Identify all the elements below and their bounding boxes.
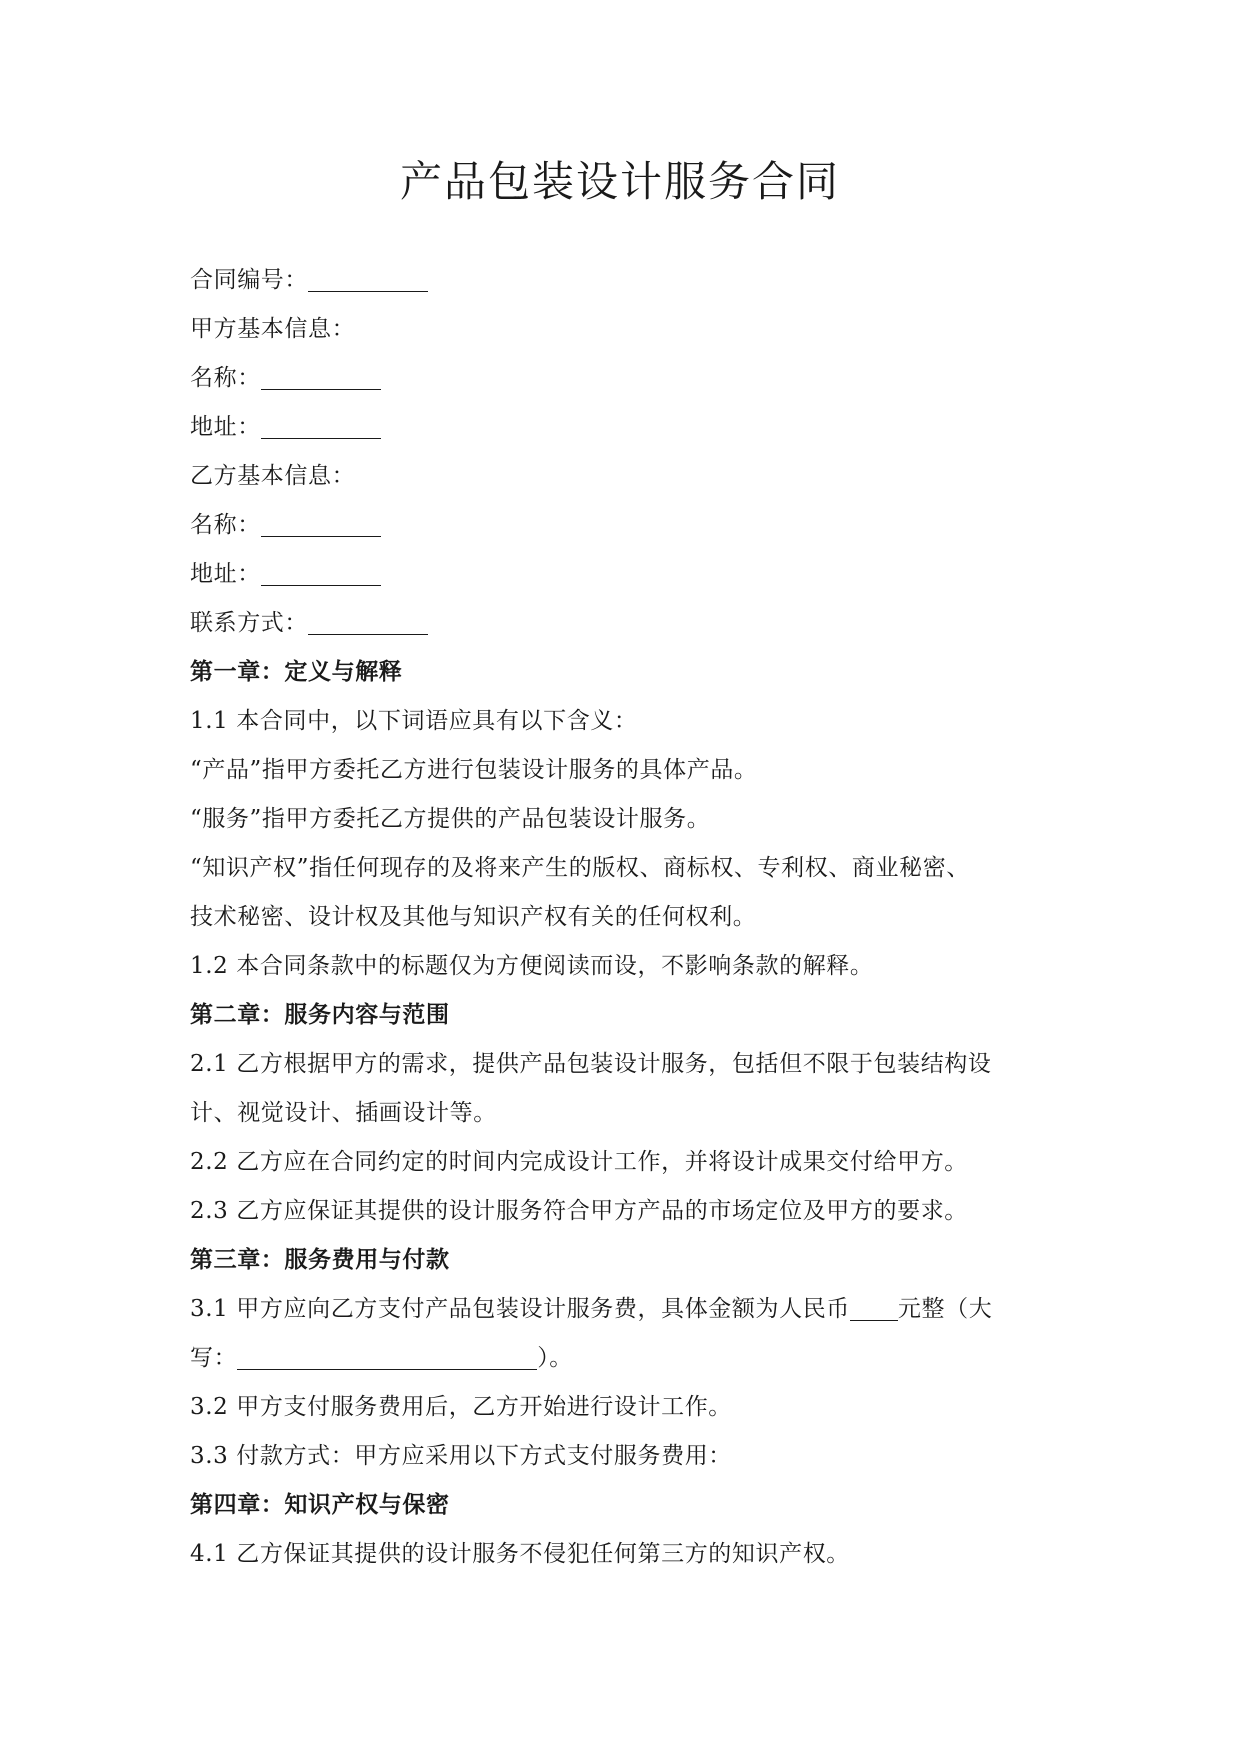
party-b-info-label: 乙方基本信息： [190,463,356,489]
chapter-2-heading: 第二章：服务内容与范围 [190,1002,450,1028]
clause-2-1-line-1: 2.1 乙方根据甲方的需求，提供产品包装设计服务，包括但不限于包装结构设 [190,1051,992,1077]
party-b-address-line [190,550,1070,599]
amount-in-words-label: 写： [190,1345,238,1371]
clause-1-2: 1.2 本合同条款中的标题仅为方便阅读而设，不影响条款的解释。 [190,953,874,979]
clause-3-1-text: 3.1 甲方应向乙方支付产品包装设计服务费，具体金额为人民币 [190,1296,850,1322]
clause-2-3: 2.3 乙方应保证其提供的设计服务符合甲方产品的市场定位及甲方的要求。 [190,1198,968,1224]
chapter-4-heading: 第四章：知识产权与保密 [190,1492,450,1518]
clause-1-1: 1.1 本合同中，以下词语应具有以下含义： [190,708,638,734]
contact-blank [308,608,428,635]
clause-2-1-line-2: 计、视觉设计、插画设计等。 [190,1100,497,1126]
clause-3-2: 3.2 甲方支付服务费用后，乙方开始进行设计工作。 [190,1394,732,1420]
contact-label: 联系方式： [190,610,308,636]
party-b-name-blank [261,510,381,537]
amount-in-words-suffix: ）。 [537,1345,573,1371]
clause-3-1-line-1 [190,1285,1070,1334]
chapter-3-heading: 第三章：服务费用与付款 [190,1247,450,1273]
party-a-name-line [190,354,1070,403]
party-a-name-blank [261,363,381,390]
clause-4-1: 4.1 乙方保证其提供的设计服务不侵犯任何第三方的知识产权。 [190,1541,850,1567]
party-a-address-blank [261,412,381,439]
definition-service: “服务”指甲方委托乙方提供的产品包装设计服务。 [190,806,711,832]
clause-3-3: 3.3 付款方式：甲方应采用以下方式支付服务费用： [190,1443,732,1469]
definition-ip-line-2: 技术秘密、设计权及其他与知识产权有关的任何权利。 [190,904,757,930]
party-b-address-label: 地址： [190,561,261,587]
clause-2-2: 2.2 乙方应在合同约定的时间内完成设计工作，并将设计成果交付给甲方。 [190,1149,968,1175]
party-b-name-label: 名称： [190,512,261,538]
contract-number-line [190,256,1070,305]
contract-body [190,256,1070,1579]
definition-ip-line-1: “知识产权”指任何现存的及将来产生的版权、商标权、专利权、商业秘密、 [190,855,970,881]
party-a-name-label: 名称： [190,365,261,391]
contract-number-label: 合同编号： [190,267,308,293]
party-a-address-label: 地址： [190,414,261,440]
clause-3-1-line-2 [190,1334,1070,1383]
amount-in-words-blank [237,1343,537,1370]
document-title: 产品包装设计服务合同 [399,157,840,206]
contract-number-blank [308,265,428,292]
party-a-info-label: 甲方基本信息： [190,316,356,342]
party-b-name-line [190,501,1070,550]
definition-product: “产品”指甲方委托乙方进行包装设计服务的具体产品。 [190,757,758,783]
party-a-address-line [190,403,1070,452]
chapter-1-heading: 第一章：定义与解释 [190,659,403,685]
party-b-address-blank [261,559,381,586]
amount-blank [850,1294,898,1321]
clause-3-1-suffix: 元整（大 [897,1296,993,1322]
contact-line [190,599,1070,648]
